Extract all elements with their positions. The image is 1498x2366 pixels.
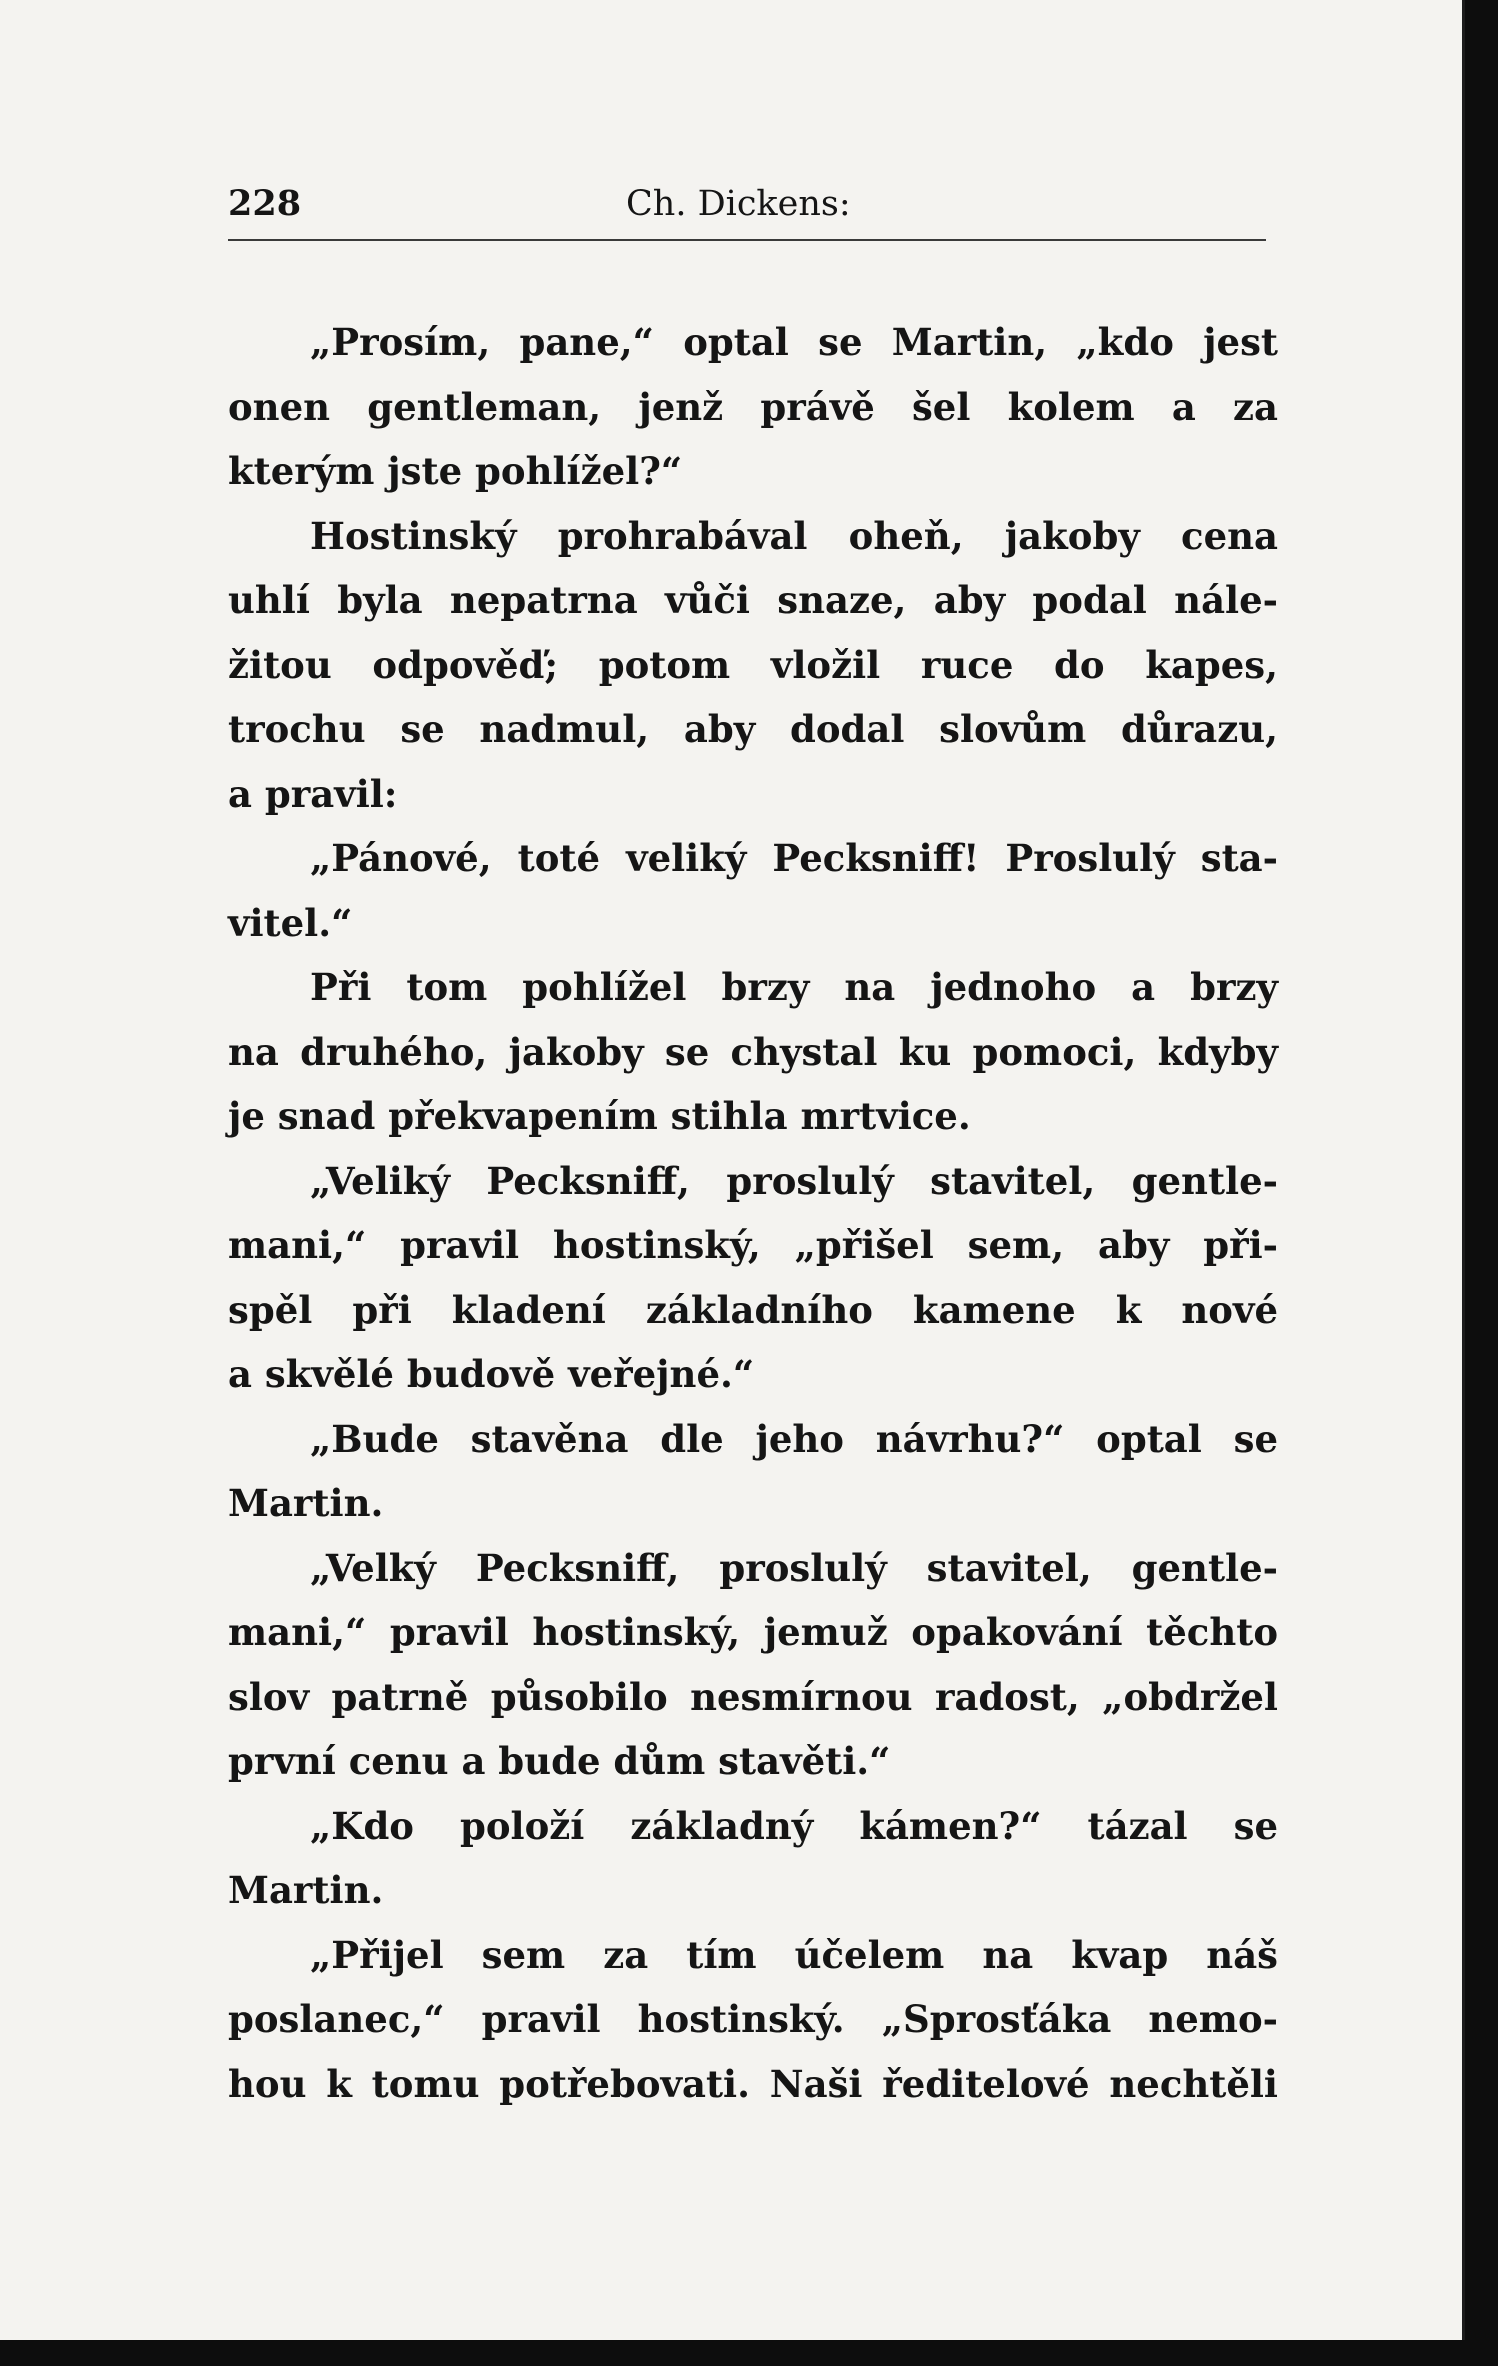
text-line: mani,“ pravil hostinský, „přišel sem, aby při- [228, 1223, 1278, 1267]
text-line: trochu se nadmul, aby dodal slovům důrazu, [228, 707, 1278, 751]
text-line: hou k tomu potřebovati. Naši ředitelové nechtěli [228, 2061, 1278, 2106]
text-line: kterým jste pohlížel?“ [228, 449, 683, 493]
text-line: slov patrně působilo nesmírnou radost, „obdržel [228, 1674, 1278, 1719]
text-line: a pravil: [228, 771, 398, 816]
page-number: 228 [228, 183, 302, 224]
text-line: „Veliký Pecksniff, proslulý stavitel, gentle- [310, 1158, 1278, 1203]
text-line: „Bude stavěna dle jeho návrhu?“ optal se [310, 1416, 1278, 1461]
text-line: Martin. [228, 1868, 384, 1912]
text-line: „Prosím, pane,“ optal se Martin, „kdo jest [310, 320, 1278, 364]
text-line: uhlí byla nepatrna vůči snaze, aby podal nále- [228, 578, 1278, 622]
text-line: vitel.“ [228, 900, 353, 945]
text-line: Hostinský prohrabával oheň, jakoby cena [310, 513, 1278, 558]
text-line: poslanec,“ pravil hostinský. „Sprosťáka nemo- [228, 1997, 1278, 2041]
text-line: a skvělé budově veřejné.“ [228, 1352, 755, 1396]
page-header [228, 180, 1266, 228]
text-line: Martin. [228, 1481, 384, 1525]
text-line: „Velký Pecksniff, proslulý stavitel, gentle- [310, 1545, 1278, 1590]
text-line: Při tom pohlížel brzy na jednoho a brzy [310, 965, 1278, 1009]
text-line: „Přijel sem za tím účelem na kvap náš [310, 1932, 1278, 1977]
text-line: „Kdo položí základný kámen?“ tázal se [310, 1803, 1278, 1848]
text-line: spěl při kladení základního kamene k nové [228, 1287, 1278, 1332]
text-line: mani,“ pravil hostinský, jemuž opakování těchto [228, 1610, 1278, 1654]
text-line: je snad překvapením stihla mrtvice. [228, 1094, 971, 1138]
body-text [228, 310, 1278, 2116]
running-head: Ch. Dickens: [626, 184, 851, 224]
text-line: první cenu a bude dům stavěti.“ [228, 1739, 891, 1783]
text-line: žitou odpověď; potom vložil ruce do kapes, [228, 642, 1278, 687]
header-rule [228, 239, 1266, 241]
text-line: na druhého, jakoby se chystal ku pomoci, kdyby [228, 1029, 1278, 1074]
text-line: onen gentleman, jenž právě šel kolem a za [228, 384, 1278, 429]
text-line: „Pánové, toté veliký Pecksniff! Proslulý sta- [310, 836, 1278, 880]
